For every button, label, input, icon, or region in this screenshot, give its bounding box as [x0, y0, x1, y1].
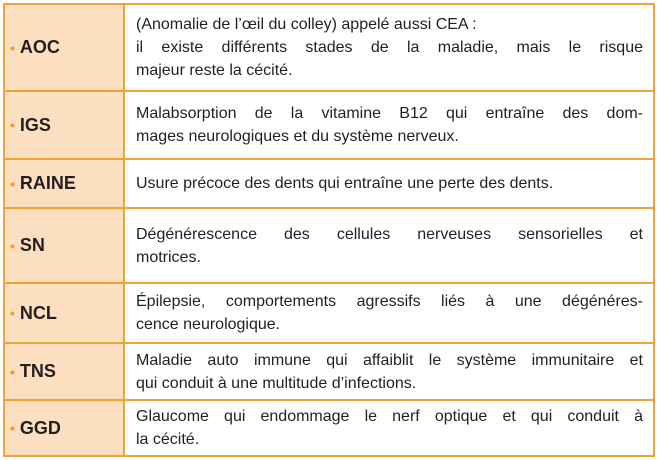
term-label: NCL: [19, 302, 57, 323]
bullet-icon: •: [10, 363, 15, 380]
diseases-table: [3, 3, 655, 457]
description-line: (Anomalie de l’œil du colley) appelé aussi CEA :: [136, 16, 477, 33]
description-cell: [125, 401, 653, 455]
term-cell: [5, 160, 125, 207]
table-row: [5, 207, 653, 282]
description-line: majeur reste la cécité.: [136, 62, 293, 79]
term-cell: [5, 401, 125, 455]
term-cell: [5, 5, 125, 90]
description-line: mages neurologiques et du système nerveux.: [136, 128, 459, 145]
term-label: AOC: [19, 37, 60, 57]
table-row: [5, 5, 653, 90]
table-row: [5, 342, 653, 399]
term-cell: [5, 284, 125, 342]
bullet-icon: •: [10, 39, 15, 56]
description-line: Dégénérescence des cellules nerveuses sensorielles et: [136, 225, 643, 243]
term-label: GGD: [19, 417, 61, 438]
description-line: la cécité.: [136, 431, 200, 448]
table-row: [5, 158, 653, 207]
bullet-icon: •: [10, 305, 15, 321]
description-cell: [125, 344, 653, 399]
description-line: il existe différents stades de la maladie, mais le risque: [136, 39, 643, 56]
bullet-icon: •: [10, 237, 15, 254]
description-line: Épilepsie, comportements agressifs liés à une dégénéres-: [136, 293, 643, 310]
description-line: motrices.: [136, 248, 201, 266]
term-label: SN: [19, 235, 45, 255]
term-label: TNS: [19, 361, 56, 381]
term-cell: [5, 209, 125, 282]
term-cell: [5, 92, 125, 158]
description-cell: [125, 209, 653, 282]
bullet-icon: •: [10, 117, 15, 133]
table-row: [5, 399, 653, 455]
description-line: Maladie auto immune qui affaiblit le système immunitaire et: [136, 351, 643, 369]
description-line: Usure précoce des dents qui entraîne une perte des dents.: [136, 175, 554, 192]
description-cell: [125, 284, 653, 342]
description-line: qui conduit à une multitude d’infections.: [136, 374, 417, 392]
description-line: Glaucome qui endommage le nerf optique et qui conduit à: [136, 408, 643, 425]
description-cell: [125, 5, 653, 90]
table-row: [5, 90, 653, 158]
description-line: cence neurologique.: [136, 316, 281, 333]
term-label: IGS: [19, 114, 51, 135]
description-line: Malabsorption de la vitamine B12 qui entraîne des dom-: [136, 105, 643, 122]
bullet-icon: •: [10, 420, 15, 436]
description-cell: [125, 160, 653, 207]
term-label: RAINE: [19, 173, 76, 193]
table-row: [5, 282, 653, 342]
bullet-icon: •: [10, 175, 15, 192]
term-cell: [5, 344, 125, 399]
description-cell: [125, 92, 653, 158]
